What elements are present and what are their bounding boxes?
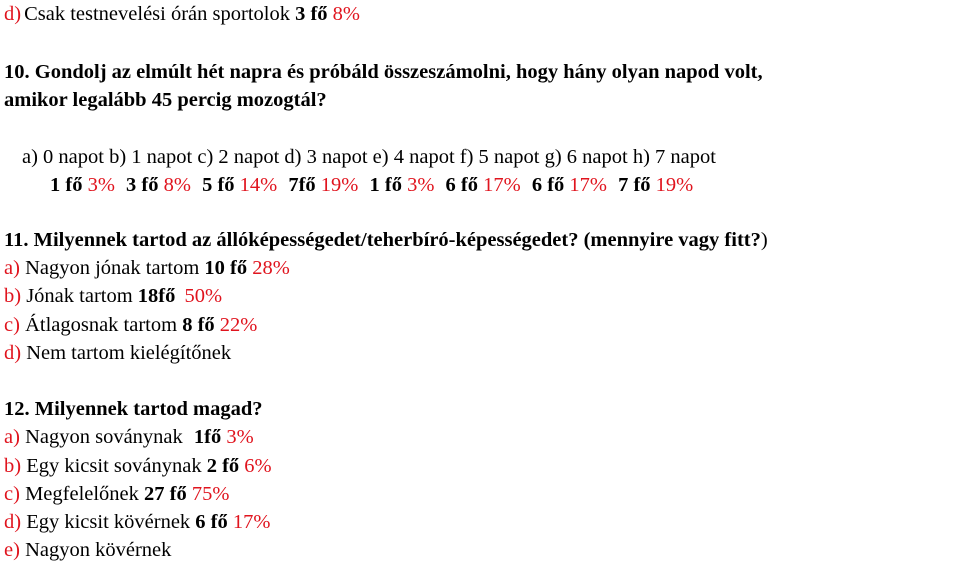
answer-percent: 22% [219, 314, 258, 336]
result-count: 7fő [288, 174, 316, 196]
answer-count: 6 fő [195, 511, 228, 533]
q10-result-c [202, 174, 277, 196]
answer-label: a) [4, 257, 20, 279]
q11-title-text: 11. Milyennek tartod az állóképességedet/teherbíró-képességedet? (mennyire vagy fitt? [4, 229, 761, 251]
result-count: 6 fő [531, 174, 565, 196]
answer-percent: 75% [191, 483, 230, 505]
answer-percent: 50% [184, 285, 223, 307]
q10-result-h [618, 174, 693, 196]
result-percent: 8% [163, 174, 191, 196]
answer-count: 10 fő [204, 257, 248, 279]
answer-count: 1fő [193, 426, 222, 448]
answer-text: Egy kicsit kövérnek [26, 511, 191, 533]
answer-text: Jónak tartom [26, 285, 133, 307]
answer-label: d) [4, 342, 22, 364]
q10-result-d [288, 174, 358, 196]
q10-result-e [370, 174, 435, 196]
answer-label: d) [4, 3, 22, 25]
answer-text: Nagyon jónak tartom [25, 257, 200, 279]
q10-result-g [532, 174, 607, 196]
result-count: 1 fő [50, 174, 83, 196]
q10-result-f [446, 174, 521, 196]
q10-result-a [50, 174, 115, 196]
result-count: 5 fő [202, 174, 235, 196]
answer-text: Nem tartom kielégítőnek [26, 342, 232, 364]
answer-percent: 8% [332, 3, 360, 25]
q12-answer-c [4, 482, 229, 506]
answer-label: b) [4, 285, 22, 307]
result-percent: 19% [320, 174, 359, 196]
answer-label: d) [4, 511, 22, 533]
q12-answer-b [4, 454, 272, 478]
answer-count: 2 fő [206, 455, 240, 477]
q12-title: 12. Milyennek tartod magad? [4, 398, 263, 420]
answer-text: Átlagosnak tartom [25, 314, 178, 336]
q12-answer-e [4, 538, 171, 562]
result-percent: 17% [569, 174, 607, 196]
answer-percent: 3% [226, 426, 254, 448]
answer-label: e) [4, 539, 20, 561]
answer-text: Nagyon soványnak [25, 426, 183, 448]
result-percent: 3% [407, 174, 435, 196]
result-percent: 19% [655, 174, 694, 196]
q11-answer-b [4, 284, 222, 308]
q12-answer-a [4, 425, 254, 449]
q11-title-close: ) [760, 229, 768, 251]
result-percent: 3% [87, 174, 115, 196]
q11-title [4, 228, 768, 252]
result-percent: 17% [483, 174, 521, 196]
q11-answer-c [4, 313, 257, 337]
answer-label: c) [4, 483, 20, 505]
q10-result-b [126, 174, 191, 196]
result-count: 3 fő [126, 174, 159, 196]
answer-label: a) [4, 426, 20, 448]
answer-count: 18fő [137, 285, 176, 307]
q12-answer-d [4, 510, 270, 534]
answer-percent: 17% [232, 511, 271, 533]
answer-percent: 6% [244, 455, 272, 477]
q10-title-line1: 10. Gondolj az elmúlt hét napra és próbáld összeszámolni, hogy hány olyan napod volt, [4, 61, 763, 83]
answer-label: b) [4, 455, 22, 477]
answer-count: 3 fő [295, 3, 328, 25]
answer-count: 8 fő [182, 314, 215, 336]
result-count: 6 fő [445, 174, 478, 196]
answer-label: c) [4, 314, 20, 336]
answer-text: Csak testnevelési órán sportolok [24, 3, 290, 25]
q9-answer-d [4, 2, 360, 26]
q10-title-line2: amikor legalább 45 percig mozogtál? [4, 89, 327, 111]
answer-text: Egy kicsit soványnak [26, 455, 202, 477]
q10-options: a) 0 napot b) 1 napot c) 2 napot d) 3 napot e) 4 napot f) 5 napot g) 6 napot h) 7 napot [22, 146, 716, 168]
answer-percent: 28% [252, 257, 290, 279]
q11-answer-d [4, 341, 231, 365]
result-count: 7 fő [618, 174, 651, 196]
q10-results [50, 173, 693, 197]
result-count: 1 fő [369, 174, 402, 196]
answer-count: 27 fő [144, 483, 187, 505]
result-percent: 14% [239, 174, 278, 196]
answer-text: Megfelelőnek [25, 483, 139, 505]
q11-answer-a [4, 256, 290, 280]
answer-text: Nagyon kövérnek [25, 539, 172, 561]
